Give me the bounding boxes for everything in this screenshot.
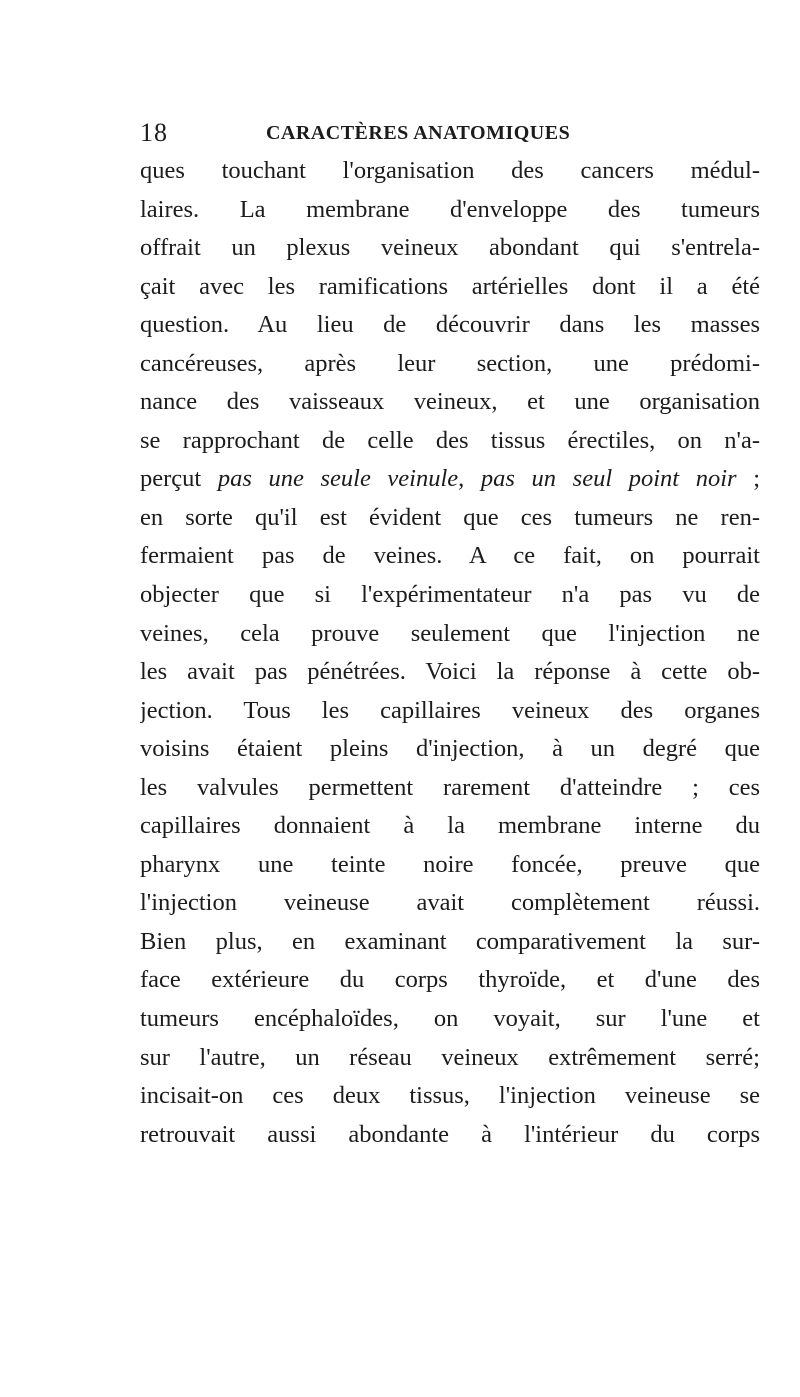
text-line: question. Au lieu de découvrir dans les masses — [140, 311, 760, 339]
body-text — [140, 152, 760, 1154]
text-line: l'injection veineuse avait complètement réussi. — [140, 889, 760, 917]
text-line: se rapprochant de celle des tissus érectiles, on n'a- — [140, 426, 760, 454]
page-number: 18 — [140, 118, 168, 147]
text-line: les avait pas pénétrées. Voici la réponse à cette ob- — [140, 658, 760, 686]
text-line: capillaires donnaient à la membrane interne du — [140, 812, 760, 840]
text-line: fermaient pas de veines. A ce fait, on pourrait — [140, 542, 760, 570]
text-line: cancéreuses, après leur section, une prédomi- — [140, 349, 760, 377]
text-line: face extérieure du corps thyroïde, et d'une des — [140, 966, 760, 994]
text-line: jection. Tous les capillaires veineux des organes — [140, 696, 760, 724]
text-line-end: ; — [736, 465, 760, 493]
text-line: incisait-on ces deux tissus, l'injection veineuse se — [140, 1082, 760, 1110]
text-line: offrait un plexus veineux abondant qui s'entrela- — [140, 234, 760, 262]
text-line: les valvules permettent rarement d'atteindre ; ces — [140, 773, 760, 801]
text-line-start: perçut — [140, 465, 218, 493]
text-line: voisins étaient pleins d'injection, à un degré que — [140, 735, 760, 763]
text-line: veines, cela prouve seulement que l'injection ne — [140, 619, 760, 647]
running-title: CARACTÈRES ANATOMIQUES — [266, 122, 571, 144]
running-head — [140, 118, 760, 148]
text-line: nance des vaisseaux veineux, et une organisation — [140, 388, 760, 416]
text-line: pharynx une teinte noire foncée, preuve que — [140, 850, 760, 878]
text-line: retrouvait aussi abondante à l'intérieur du corps — [140, 1120, 760, 1148]
text-line: objecter que si l'expérimentateur n'a pas vu de — [140, 581, 760, 609]
text-line: çait avec les ramifications artérielles dont il a été — [140, 272, 760, 300]
text-line: Bien plus, en examinant comparativement la sur- — [140, 927, 760, 955]
text-line: laires. La membrane d'enveloppe des tumeurs — [140, 195, 760, 223]
text-line: ques touchant l'organisation des cancers médul- — [140, 157, 760, 184]
italic-phrase: pas une seule veinule, pas un seul point noir — [217, 465, 737, 493]
text-line: tumeurs encéphaloïdes, on voyait, sur l'une et — [140, 1005, 760, 1033]
text-line: en sorte qu'il est évident que ces tumeurs ne ren- — [140, 503, 760, 531]
text-line: sur l'autre, un réseau veineux extrêmement serré; — [140, 1043, 760, 1071]
text-line — [140, 460, 760, 499]
